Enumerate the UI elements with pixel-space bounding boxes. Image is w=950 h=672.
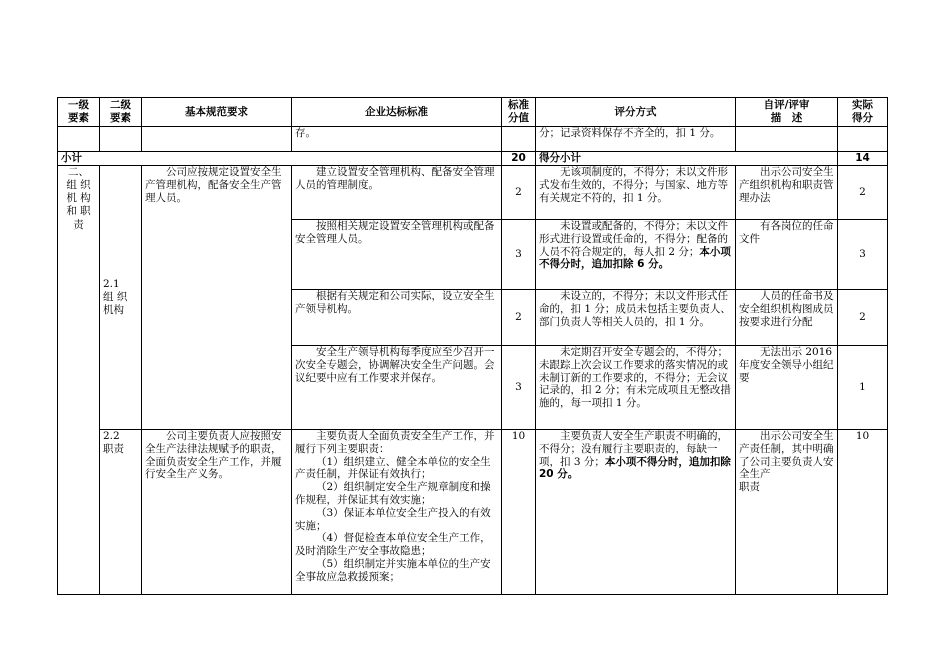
row3-self-eval: 人员的任命书及安全组织机构图成员按要求进行分配 xyxy=(736,290,838,346)
group2-standard-item: （1）组织建立、健全本单位的安全生产责任制，并保证有效执行； xyxy=(295,455,491,481)
row4-actual: 1 xyxy=(838,346,888,430)
subtotal-method-label: 得分小计 xyxy=(536,152,838,166)
row3-actual: 2 xyxy=(838,290,888,346)
group2-standard-item: （2）组织制定安全生产规章制度和操作规程，并保证其有效实施； xyxy=(295,481,491,506)
subtotal-row xyxy=(58,152,888,166)
group2-standard-intro: 主要负责人全面负责安全生产工作，并履行下列主要职责： xyxy=(295,430,495,455)
group2-method: 主要负责人安全生产职责不明确的，不得分；没有履行主要职责的，每缺一项，扣 3 分；本小项不得分时，追加扣除 20 分。 xyxy=(536,430,736,595)
row2-self-eval: 有各岗位的任命文件 xyxy=(736,220,838,290)
header-basic-requirement: 基本规范要求 xyxy=(142,98,292,127)
group1-level2: 2.1 组 织 机构 xyxy=(100,166,142,430)
safety-evaluation-table xyxy=(57,97,888,595)
group2-score: 10 xyxy=(502,430,536,595)
row2-method: 未设置或配备的，不得分；未以文件形式进行设置或任命的，不得分；配备的人员不符合规定的，每人扣 2 分；本小项不得分时，追加扣除 6 分。 xyxy=(536,220,736,290)
row1-standard: 建立设置安全管理机构、配备安全管理人员的管理制度。 xyxy=(292,166,502,220)
group2-basic-requirement: 公司主要负责人应按照安全生产法律法规赋予的职责，全面负责安全生产工作，并履行安全生产义务。 xyxy=(142,430,292,595)
subtotal-actual: 14 xyxy=(838,152,888,166)
row1-self-eval: 出示公司安全生产组织机构和职责管理办法 xyxy=(736,166,838,220)
header-row xyxy=(58,98,888,127)
header-scoring-method: 评分方式 xyxy=(536,98,736,127)
carry-over-method: 分；记录资料保存不齐全的，扣 1 分。 xyxy=(536,127,736,152)
row4-self-eval: 无法出示 2016 年度安全领导小组纪要 xyxy=(736,346,838,430)
row2-actual: 3 xyxy=(838,220,888,290)
row4-method: 未定期召开安全专题会的，不得分；未跟踪上次会议工作要求的落实情况的或未制订新的工作要求的，不得分；无会议记录的，扣 2 分；有未完成项且无整改措施的，每一项扣 1 分。 xyxy=(536,346,736,430)
row4-score: 3 xyxy=(502,346,536,430)
row3-method: 未设立的，不得分；未以文件形式任命的，扣 1 分；成员未包括主要负责人、部门负责人等相关人员的，扣 1 分。 xyxy=(536,290,736,346)
row2-standard: 按照相关规定设置安全管理机构或配备安全管理人员。 xyxy=(292,220,502,290)
group2-standard-item: （4）督促检查本单位安全生产工作，及时消除生产安全事故隐患； xyxy=(295,532,491,558)
table-row xyxy=(58,166,888,220)
section-level1: 二、 组 织 机 构 和 职 责 xyxy=(58,166,100,595)
row1-actual: 2 xyxy=(838,166,888,220)
header-level1: 一级 要素 xyxy=(58,98,100,127)
row3-standard: 根据有关规定和公司实际，设立安全生产领导机构。 xyxy=(292,290,502,346)
header-self-evaluation: 自评/评审 描 述 xyxy=(736,98,838,127)
row1-score: 2 xyxy=(502,166,536,220)
header-actual-score: 实际 得分 xyxy=(838,98,888,127)
header-level2: 二级 要素 xyxy=(100,98,142,127)
group2-standard-item: （3）保证本单位安全生产投入的有效实施； xyxy=(295,506,491,532)
header-score-standard: 标准 分值 xyxy=(502,98,536,127)
group2-level2: 2.2 职责 xyxy=(100,430,142,595)
row3-score: 2 xyxy=(502,290,536,346)
group1-basic-requirement: 公司应按规定设置安全生产管理机构，配备安全生产管理人员。 xyxy=(142,166,292,430)
row4-standard: 安全生产领导机构每季度应至少召开一次安全专题会，协调解决安全生产问题。会议纪要中应有工作要求并保存。 xyxy=(292,346,502,430)
subtotal-score: 20 xyxy=(502,152,536,166)
group2-standard-item: （5）组织制定并实施本单位的生产安全事故应急救援预案； xyxy=(295,557,491,583)
header-standard: 企业达标标准 xyxy=(292,98,502,127)
group2-standard xyxy=(292,430,502,595)
row1-method: 无该项制度的，不得分；未以文件形式发布生效的，不得分；与国家、地方等有关规定不符的，扣 1 分。 xyxy=(536,166,736,220)
table-row xyxy=(58,430,888,595)
carry-over-standard: 存。 xyxy=(292,127,502,152)
carry-over-row xyxy=(58,127,888,152)
group2-actual: 10 xyxy=(838,430,888,595)
row2-score: 3 xyxy=(502,220,536,290)
subtotal-label: 小计 xyxy=(58,152,502,166)
group2-self-eval: 出示公司安全生产责任制，其中明确了公司主要负责人安全生产 职责 xyxy=(736,430,838,595)
